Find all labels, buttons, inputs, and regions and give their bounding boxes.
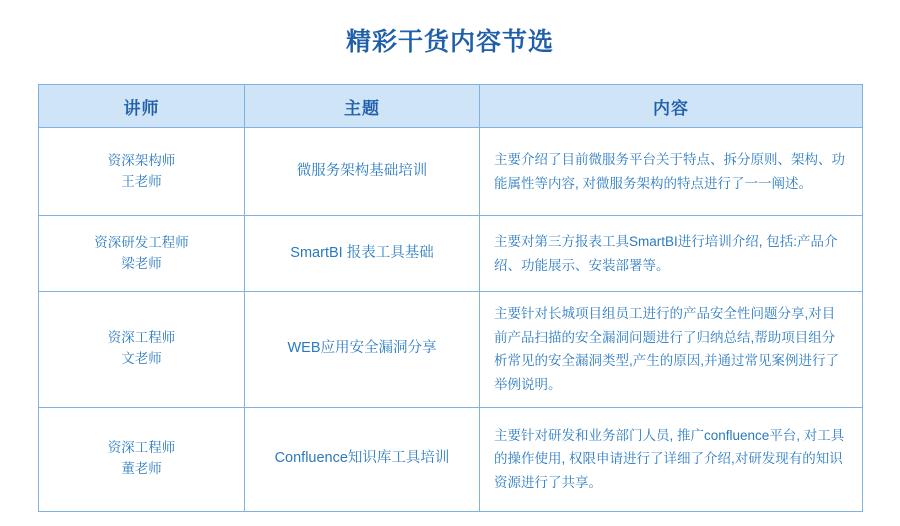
table-body [39, 128, 863, 512]
cell-speaker [39, 216, 245, 292]
table-row [39, 407, 863, 511]
speaker-role: 资深工程师 [107, 440, 176, 456]
table-row [39, 292, 863, 408]
cell-detail: 主要介绍了目前微服务平台关于特点、拆分原则、架构、功能属性等内容, 对微服务架构的特点进行了一一阐述。 [480, 128, 863, 216]
table-row [39, 128, 863, 216]
column-header-detail: 内容 [480, 85, 863, 128]
table-header-row [39, 85, 863, 128]
cell-speaker [39, 128, 245, 216]
content-table [38, 84, 863, 512]
speaker-name: 梁老师 [121, 255, 162, 271]
speaker-role: 资深研发工程师 [94, 234, 189, 250]
cell-topic: Confluence知识库工具培训 [245, 407, 480, 511]
page-title: 精彩干货内容节选 [345, 28, 554, 56]
speaker-name: 王老师 [121, 173, 162, 189]
cell-topic: WEB应用安全漏洞分享 [245, 292, 480, 408]
cell-detail: 主要对第三方报表工具SmartBI进行培训介绍, 包括:产品介绍、功能展示、安装部署等。 [480, 216, 863, 292]
table-row [39, 216, 863, 292]
table-header [39, 85, 863, 128]
cell-speaker [39, 292, 245, 408]
speaker-name: 董老师 [121, 461, 162, 476]
speaker-role: 资深架构师 [107, 152, 176, 168]
cell-speaker [39, 407, 245, 511]
cell-topic: SmartBI 报表工具基础 [245, 216, 480, 292]
content-table-container [38, 84, 862, 512]
cell-detail: 主要针对研发和业务部门人员, 推广confluence平台, 对工具的操作使用, 权限申请进行了详细了介绍,对研发现有的知识资源进行了共享。 [480, 407, 863, 511]
speaker-name: 文老师 [121, 351, 162, 367]
cell-topic: 微服务架构基础培训 [245, 128, 480, 216]
speaker-role: 资深工程师 [107, 330, 176, 346]
column-header-topic: 主题 [245, 85, 480, 128]
column-header-speaker: 讲师 [39, 85, 245, 128]
cell-detail: 主要针对长城项目组员工进行的产品安全性问题分享,对目前产品扫描的安全漏洞问题进行了归纳总结,帮助项目组分析常见的安全漏洞类型,产生的原因,并通过常见案例进行了举例说明。 [480, 292, 863, 408]
